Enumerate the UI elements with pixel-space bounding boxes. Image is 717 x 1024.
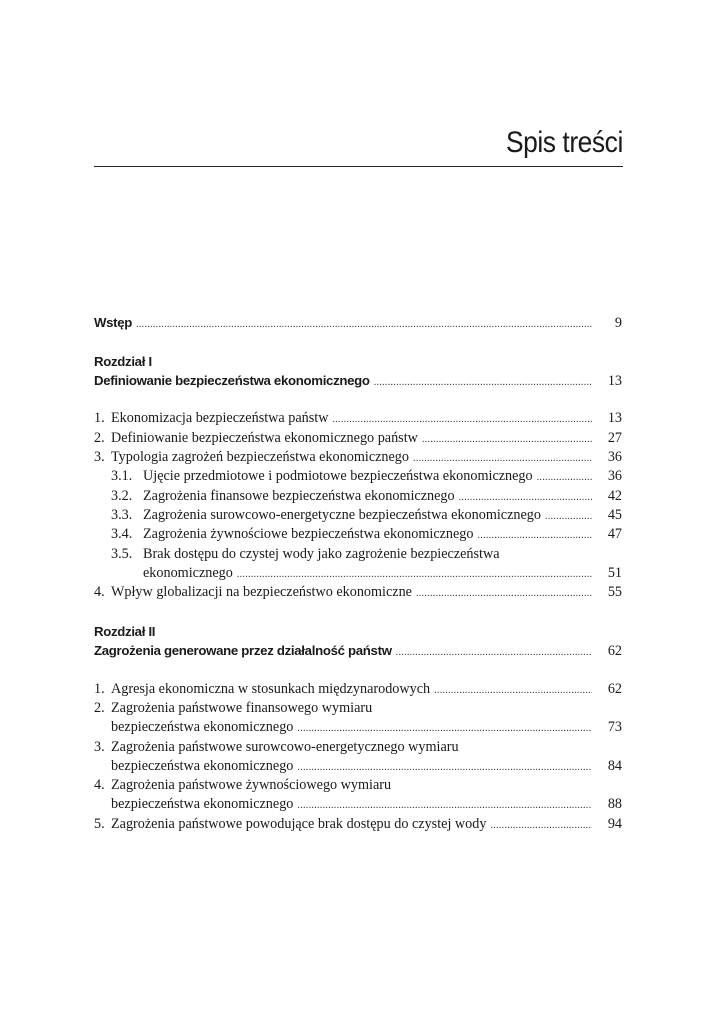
toc-entry-continuation[interactable] (94, 795, 622, 814)
toc-entry-continuation[interactable] (94, 718, 622, 737)
toc-page-number: 94 (607, 815, 622, 832)
toc-entry-multiline[interactable] (94, 776, 622, 795)
toc-entry-number: 3.2. (111, 487, 133, 504)
dot-leader (297, 758, 592, 777)
toc-entry-number: 1. (94, 410, 105, 427)
toc-entry-label: Wpływ globalizacji na bezpieczeństwo ekonomiczne (111, 584, 412, 601)
toc-page-number: 13 (607, 410, 622, 427)
dot-leader (459, 488, 592, 507)
toc-subentry[interactable] (94, 525, 622, 544)
toc-entry-label: Zagrożenia państwowe finansowego wymiaru (111, 699, 373, 716)
dot-leader (136, 315, 592, 334)
toc-page-number: 27 (607, 429, 622, 446)
toc-entry[interactable] (94, 429, 622, 448)
toc-entry-number: 3.5. (111, 545, 133, 562)
toc-page-number: 36 (607, 449, 622, 466)
toc-entry-chapter-title[interactable] (94, 641, 622, 660)
toc-page-number: 62 (607, 643, 622, 660)
toc-page-number: 36 (607, 468, 622, 485)
toc-entry-label: Definiowanie bezpieczeństwa ekonomicznego państw (111, 429, 418, 446)
table-of-contents (94, 313, 622, 834)
toc-entry[interactable] (94, 815, 622, 834)
toc-entry-multiline[interactable] (94, 699, 622, 718)
toc-entry-label: bezpieczeństwa ekonomicznego (111, 719, 294, 736)
toc-page-number: 51 (607, 564, 622, 581)
chapter-heading (94, 352, 622, 371)
toc-entry-label: bezpieczeństwa ekonomicznego (111, 796, 294, 813)
toc-entry-number: 3. (94, 738, 105, 755)
chapter-title: Definiowanie bezpieczeństwa ekonomicznego (94, 372, 370, 388)
toc-entry-number: 4. (94, 777, 105, 794)
toc-page-number: 47 (607, 526, 622, 543)
toc-entry-number: 4. (94, 584, 105, 601)
toc-subentry-continuation[interactable] (94, 564, 622, 583)
dot-leader (434, 681, 592, 700)
toc-entry-number: 3.4. (111, 526, 133, 543)
toc-entry[interactable] (94, 409, 622, 428)
toc-entry-number: 2. (94, 429, 105, 446)
toc-page-number: 73 (607, 719, 622, 736)
toc-subentry[interactable] (94, 506, 622, 525)
dot-leader (237, 565, 592, 584)
toc-entry-label: Typologia zagrożeń bezpieczeństwa ekonomicznego (111, 449, 409, 466)
page-title: Spis treści (506, 126, 623, 159)
toc-page-number: 88 (607, 796, 622, 813)
title-rule (94, 166, 623, 167)
dot-leader (545, 507, 592, 526)
chapter-heading (94, 622, 622, 641)
dot-leader (422, 430, 592, 449)
dot-leader (297, 796, 592, 815)
toc-entry-continuation[interactable] (94, 757, 622, 776)
toc-entry-number: 3.3. (111, 506, 133, 523)
toc-entry-number: 1. (94, 680, 105, 697)
toc-entry-number: 2. (94, 699, 105, 716)
toc-entry-multiline[interactable] (94, 738, 622, 757)
toc-entry[interactable] (94, 448, 622, 467)
toc-entry-label: bezpieczeństwa ekonomicznego (111, 757, 294, 774)
toc-subentry[interactable] (94, 467, 622, 486)
toc-entry-number: 5. (94, 815, 105, 832)
toc-entry-number: 3.1. (111, 468, 133, 485)
dot-leader (478, 526, 593, 545)
toc-entry-label: Agresja ekonomiczna w stosunkach międzynarodowych (111, 680, 431, 697)
dot-leader (396, 643, 592, 662)
toc-page-number: 55 (607, 584, 622, 601)
toc-page-number: 9 (614, 315, 622, 331)
toc-entry-label: Wstęp (94, 315, 133, 330)
chapter-number: Rozdział I (94, 353, 152, 369)
toc-page-number: 45 (607, 506, 622, 523)
toc-entry-label: Zagrożenia surowcowo-energetyczne bezpieczeństwa ekonomicznego (143, 506, 541, 523)
toc-entry-label: Zagrożenia państwowe surowcowo-energetycznego wymiaru (111, 738, 459, 755)
toc-page-number: 13 (607, 372, 622, 389)
chapter-title: Zagrożenia generowane przez działalność państw (94, 643, 392, 659)
toc-subentry[interactable] (94, 487, 622, 506)
toc-entry-label: Brak dostępu do czystej wody jako zagrożenie bezpieczeństwa (143, 545, 500, 562)
toc-entry-label: ekonomicznego (143, 564, 233, 581)
dot-leader (490, 816, 592, 835)
toc-page-number: 62 (607, 680, 622, 697)
dot-leader (413, 449, 592, 468)
toc-entry[interactable] (94, 583, 622, 602)
toc-entry-label: Zagrożenia żywnościowe bezpieczeństwa ekonomicznego (143, 526, 474, 543)
toc-entry-label: Zagrożenia państwowe żywnościowego wymiaru (111, 777, 392, 794)
toc-entry-label: Zagrożenia finansowe bezpieczeństwa ekonomicznego (143, 487, 455, 504)
dot-leader (332, 410, 592, 429)
toc-page-number: 84 (607, 757, 622, 774)
toc-entry-label: Ekonomizacja bezpieczeństwa państw (111, 410, 329, 427)
toc-entry-chapter-title[interactable] (94, 371, 622, 390)
toc-page-number: 42 (607, 487, 622, 504)
dot-leader (537, 468, 592, 487)
dot-leader (416, 584, 592, 603)
toc-entry-label: Zagrożenia państwowe powodujące brak dostępu do czystej wody (111, 815, 487, 832)
toc-entry-intro[interactable] (94, 313, 622, 332)
dot-leader (374, 373, 592, 392)
chapter-number: Rozdział II (94, 623, 156, 639)
toc-subentry-multiline[interactable] (94, 545, 622, 564)
toc-entry-number: 3. (94, 449, 105, 466)
toc-entry[interactable] (94, 680, 622, 699)
toc-entry-label: Ujęcie przedmiotowe i podmiotowe bezpieczeństwa ekonomicznego (143, 468, 533, 485)
dot-leader (297, 719, 592, 738)
